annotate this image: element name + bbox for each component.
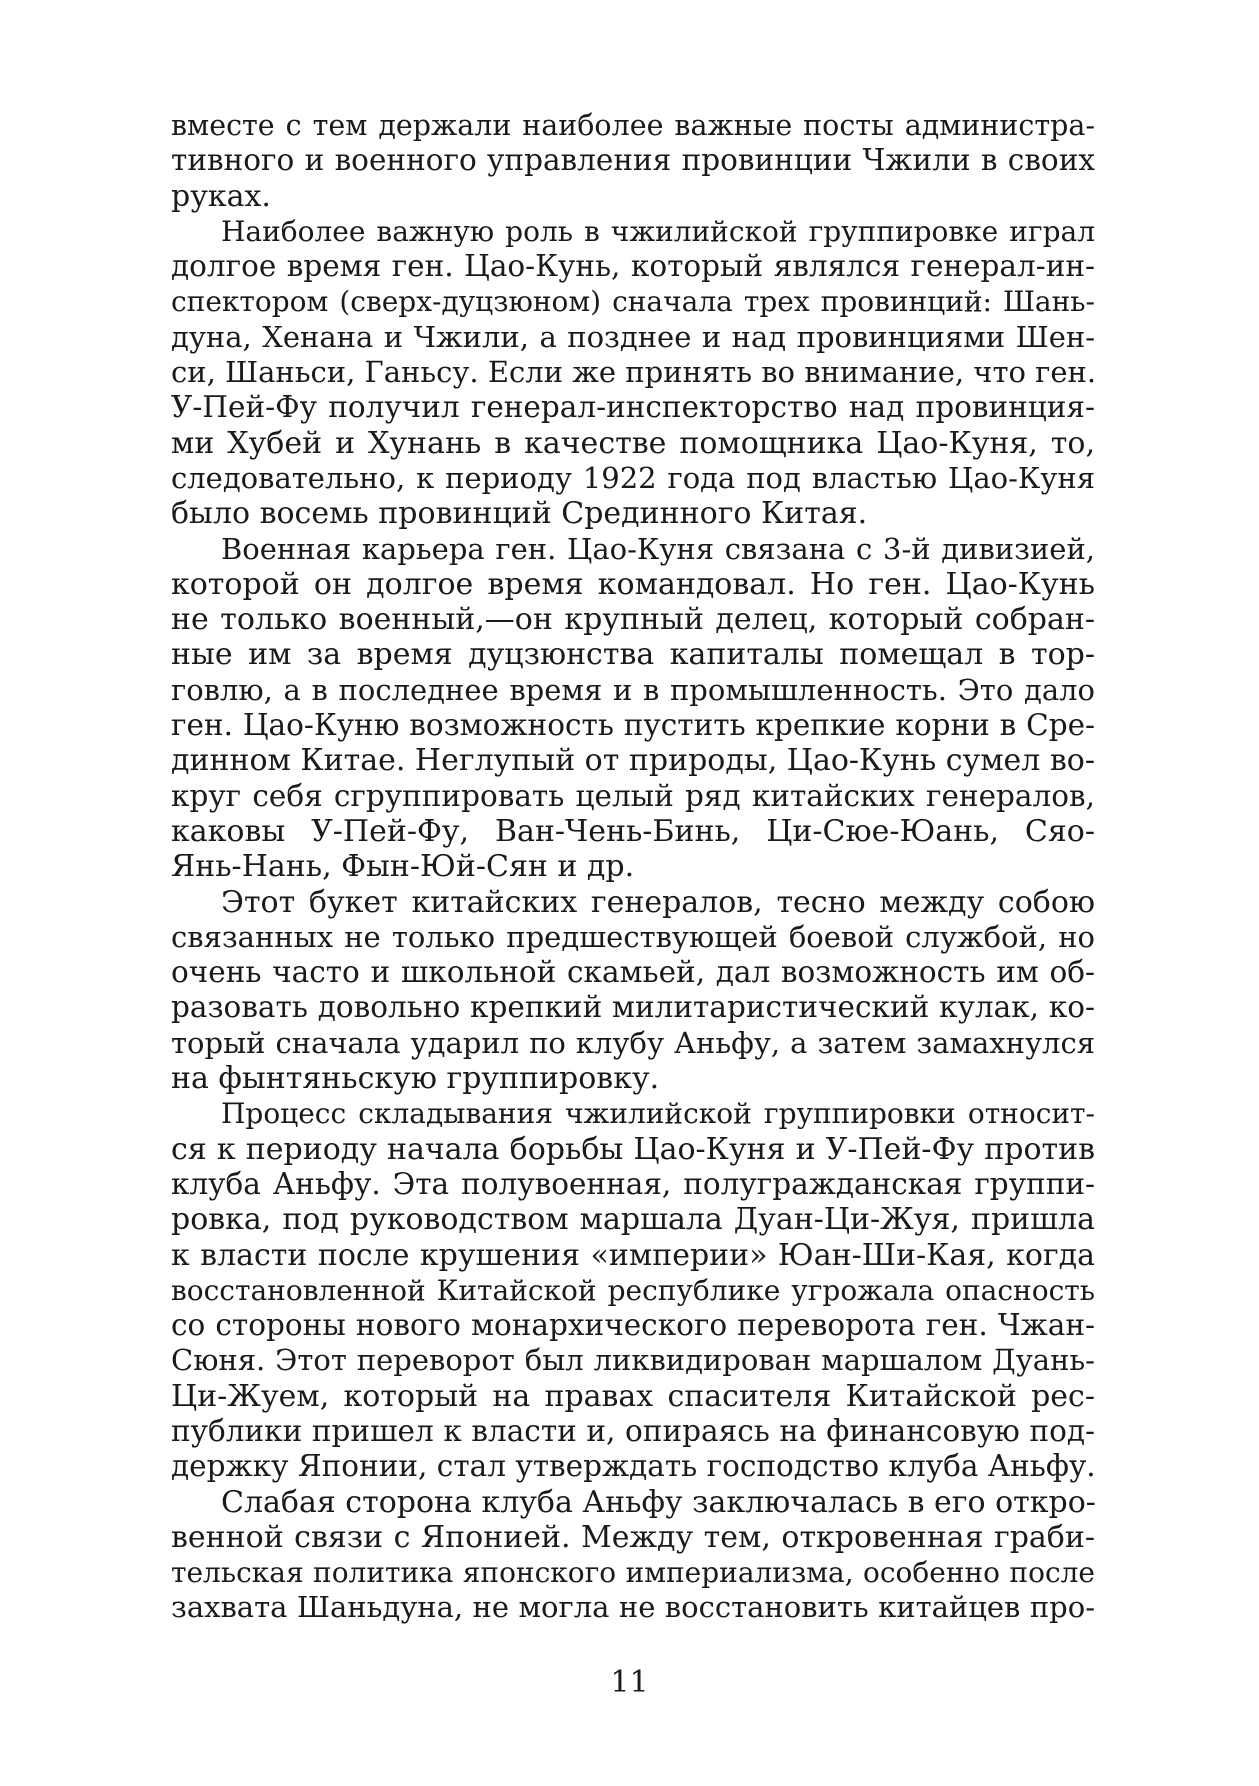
text-line: ген. Цао-Куню возможность пустить крепкие корни в Сре- [171,708,1095,743]
paragraph [171,214,1095,532]
text-line: очень часто и школьной скамьей, дал возможность им об- [171,955,1095,990]
text-line: торый сначала ударил по клубу Аньфу, а затем замахнулся [171,1025,1095,1060]
text-line: на фынтяньскую группировку. [171,1061,660,1097]
text-line: не только военный,—он крупный делец, который собран- [171,602,1095,638]
body-text [171,108,1095,1626]
text-line: ные им за время дуцзюнства капиталы помещал в тор- [171,637,1095,673]
text-line: спектором (сверх-дуцзюном) сначала трех провинций: Шань- [171,285,1095,319]
text-line: долгое время ген. Цао-Кунь, который являлся генерал-ин- [171,249,1095,284]
text-line: говлю, а в последнее время и в промышленность. Это дало [171,672,1095,707]
text-line: дуна, Хенана и Чжили, а позднее и над провинциями Шен- [171,319,1095,354]
text-line: ми Хубей и Хунань в качестве помощника Цао-Куня, то, [171,425,1095,461]
text-line: разовать довольно крепкий милитаристический кулак, ко- [171,990,1095,1025]
text-line: Сюня. Этот переворот был ликвидирован маршалом Дуань- [171,1343,1095,1378]
text-line: ся к периоду начала борьбы Цао-Куня и У-Пей-Фу против [171,1131,1095,1167]
text-line: каковы У-Пей-Фу, Ван-Чень-Бинь, Ци-Сюе-Юань, Сяо- [171,813,1095,849]
text-line: со стороны нового монархического переворота ген. Чжан- [171,1308,1095,1343]
text-line: тивного и военного управления провинции Чжили в своих [171,143,1095,178]
text-line: динном Китае. Неглупый от природы, Цао-Кунь сумел во- [171,743,1095,779]
text-line: тельская политика японского империализма, особенно после [171,1556,1095,1590]
text-line: было восемь провинций Срединного Китая. [171,496,868,532]
text-line: связанных не только предшествующей боевой службой, но [171,919,1095,954]
paragraph [171,885,1095,1097]
text-line: восстановленной Китайской республике угрожала опасность [171,1273,1095,1307]
text-line: к власти после крушения «империи» Юан-Ши-Кая, когда [171,1237,1095,1273]
paragraph [171,108,1095,214]
text-line: держку Японии, стал утверждать господство клуба Аньфу. [171,1449,1096,1484]
paragraph [171,1096,1095,1484]
text-line: венной связи с Японией. Между тем, откровенная граби- [171,1519,1095,1555]
page-number: 11 [610,1665,649,1700]
text-line: У-Пей-Фу получил генерал-инспекторство над провинция- [171,390,1095,425]
text-line: которой он долгое время командовал. Но ген. Цао-Кунь [171,566,1095,602]
text-line: захвата Шаньдуна, не могла не восстановить китайцев про- [171,1590,1095,1625]
text-line: следовательно, к периоду 1922 года под властью Цао-Куня [171,460,1095,495]
paragraph [171,1485,1095,1626]
text-line: руках. [171,178,271,214]
text-line: ровка, под руководством маршала Дуан-Ци-Жуя, пришла [171,1202,1095,1238]
text-line: Слабая сторона клуба Аньфу заключалась в его откро- [221,1484,1096,1520]
text-line: круг себя сгруппировать целый ряд китайских генералов, [171,778,1095,813]
text-line: клуба Аньфу. Эта полувоенная, полугражданская группи- [171,1166,1095,1201]
text-line: си, Шаньси, Ганьсу. Если же принять во внимание, что ген. [171,355,1097,390]
text-line: Ци-Жуем, который на правах спасителя Китайской рес- [171,1378,1095,1414]
text-line: Янь-Нань, Фын-Юй-Сян и др. [171,849,635,885]
text-line: Этот букет китайских генералов, тесно между собою [221,884,1095,920]
text-line: публики пришел к власти и, опираясь на финансовую под- [171,1413,1095,1448]
text-line: Военная карьера ген. Цао-Куня связана с 3-й дивизией, [221,531,1095,566]
paragraph [171,532,1095,885]
text-line: Наиболее важную роль в чжилийской группировке играл [221,214,1095,248]
text-line: вместе с тем держали наиболее важные посты администра- [171,109,1095,142]
text-line: Процесс складывания чжилийской группировки относит- [221,1097,1095,1131]
